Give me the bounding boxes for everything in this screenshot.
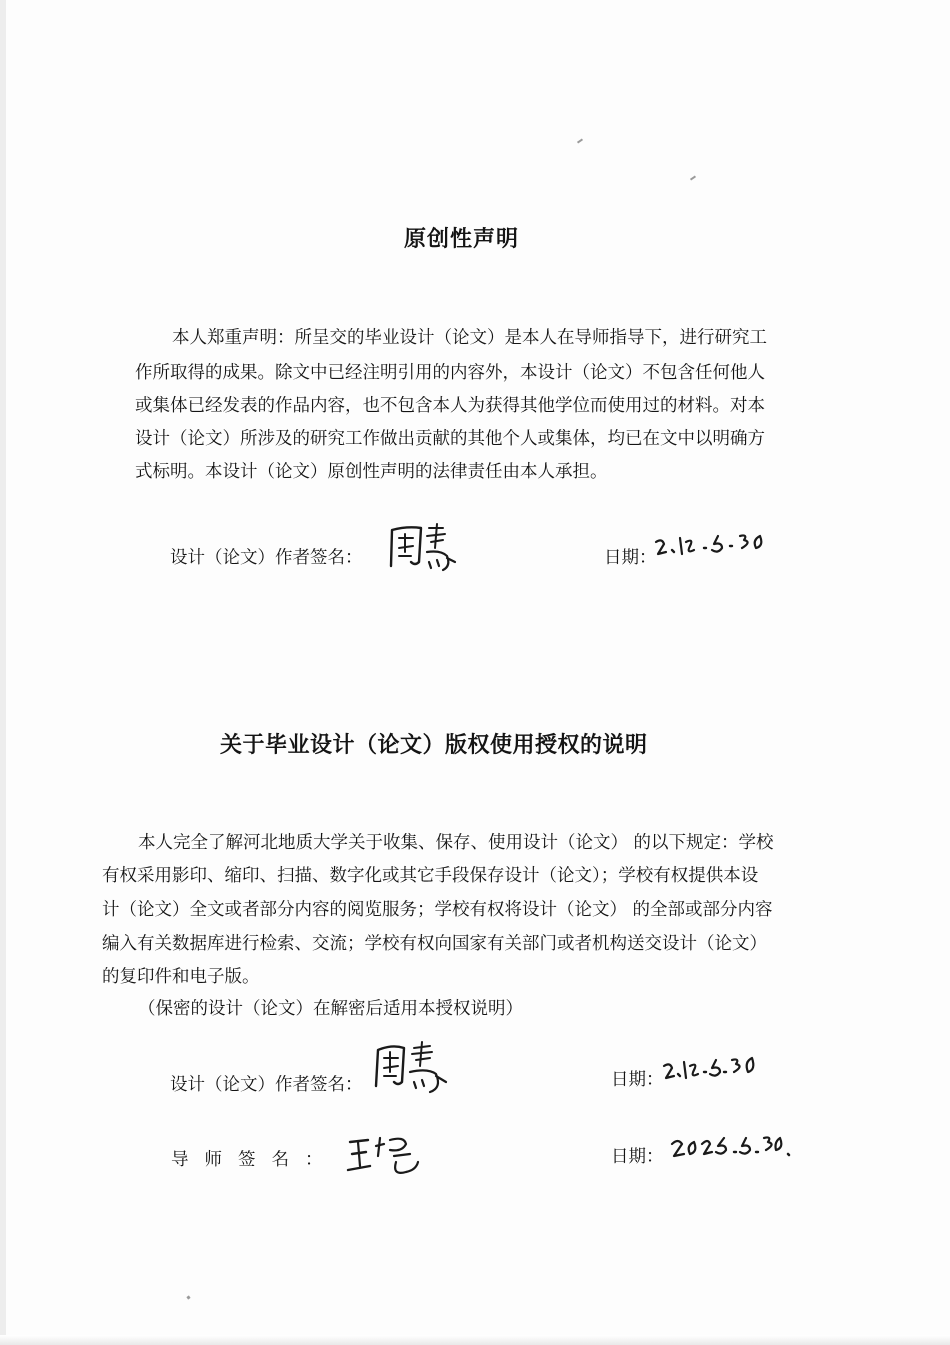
scan-edge-bottom — [0, 1335, 950, 1345]
authorization-note: （保密的设计（论文）在解密后适用本授权说明） — [138, 999, 523, 1019]
declaration-title: 原创性声明 — [404, 227, 520, 252]
authorization-advisor-signature — [344, 1132, 428, 1182]
declaration-line: 或集体已经发表的作品内容，也不包含本人为获得其他学位而使用过的材料。对本 — [135, 396, 765, 416]
authorization-advisor-sign-label: 导师签名： — [171, 1150, 339, 1170]
declaration-author-signature — [385, 522, 465, 574]
authorization-author-date-handwritten — [660, 1052, 760, 1086]
authorization-advisor-date-handwritten — [668, 1128, 792, 1164]
authorization-line: 计（论文）全文或者部分内容的阅览服务；学校有权将设计（论文） 的全部或部分内容 — [102, 900, 773, 920]
declaration-line: 式标明。本设计（论文）原创性声明的法律责任由本人承担。 — [135, 462, 608, 482]
declaration-date-label: 日期： — [604, 548, 657, 568]
authorization-author-signature — [370, 1040, 454, 1096]
scan-edge-left — [0, 0, 6, 1345]
authorization-author-date-label: 日期： — [611, 1070, 664, 1090]
authorization-line: 的复印件和电子版。 — [102, 967, 260, 987]
declaration-date-handwritten — [652, 528, 772, 562]
authorization-line: 有权采用影印、缩印、扫描、数字化或其它手段保存设计（论文）；学校有权提供本设 — [102, 866, 759, 886]
authorization-author-sign-label: 设计（论文）作者签名： — [170, 1075, 363, 1095]
scan-speck — [186, 1295, 190, 1299]
authorization-line: 编入有关数据库进行检索、交流；学校有权向国家有关部门或者机构送交设计（论文） — [102, 934, 767, 954]
declaration-line: 本人郑重声明：所呈交的毕业设计（论文）是本人在导师指导下，进行研究工 — [172, 328, 767, 348]
scan-speck — [577, 138, 583, 143]
scan-speck — [690, 175, 696, 180]
authorization-title: 关于毕业设计（论文）版权使用授权的说明 — [220, 733, 648, 758]
declaration-line: 设计（论文）所涉及的研究工作做出贡献的其他个人或集体，均已在文中以明确方 — [135, 429, 765, 449]
authorization-line: 本人完全了解河北地质大学关于收集、保存、使用设计（论文） 的以下规定：学校 — [138, 833, 774, 853]
declaration-line: 作所取得的成果。除文中已经注明引用的内容外，本设计（论文）不包含任何他人 — [135, 363, 765, 383]
authorization-advisor-date-label: 日期： — [611, 1147, 664, 1167]
declaration-author-sign-label: 设计（论文）作者签名： — [170, 548, 363, 568]
